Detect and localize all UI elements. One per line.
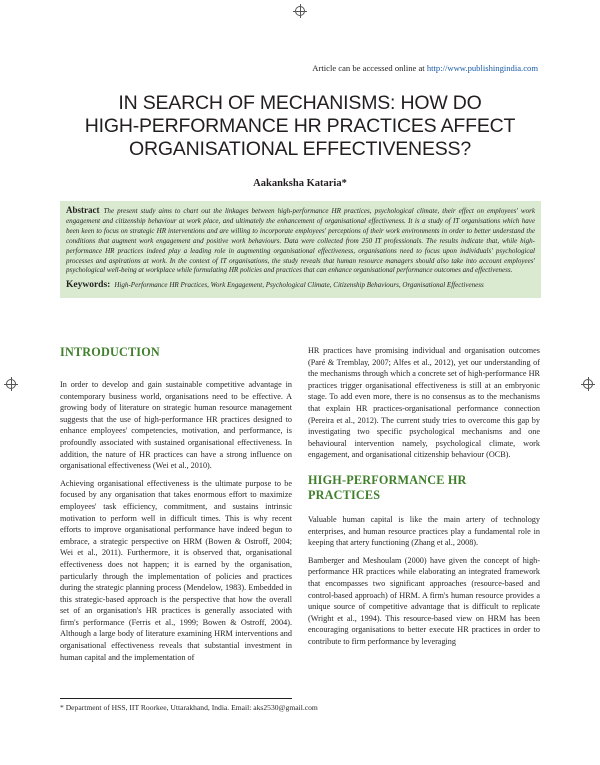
registration-mark-right (583, 379, 593, 389)
article-title (60, 92, 540, 161)
title-line-3: ORGANISATIONAL EFFECTIVENESS? (128, 138, 472, 160)
footnote-divider (60, 698, 292, 699)
author-name: Aakanksha Kataria* (253, 178, 347, 189)
title-line-2: HIGH-PERFORMANCE HR PRACTICES AFFECT (84, 115, 516, 137)
right-paragraph-3: Bamberger and Meshoulam (2000) have given the concept of high-performance HR practices while elaborating an integrated framework that encompasses two significant approaches (resource-based and control-based approach) of HRM. A firm's human resource provides a unique source of competitive advantage that is difficult to replicate (Wright et al., 1994). This resource-based view on HRM has been encouraging organisations to better execute HR practices in order to contribute to firm performance by leveraging (308, 555, 540, 646)
left-column (60, 345, 292, 669)
introduction-heading: INTRODUCTION (60, 345, 160, 359)
access-prefix: Article can be accessed online at (312, 63, 425, 73)
intro-paragraph-1: In order to develop and gain sustainable competitive advantage in contemporary business world, organisations need to be effective. A growing body of literature on strategic human resource management suggests that the use of high-performance HR practices designed to enhance employees' competencies, motivation, and performance, is profoundly associated with sustained organisational effectiveness. In addition, the nature of HR practices can have a strong influence on organisational effectiveness (Wei et al., 2010). (60, 380, 292, 471)
right-paragraph-2: Valuable human capital is like the main artery of technology enterprises, and human resource practices play a fundamental role in keeping that artery functioning (Zhang et al., 2008). (308, 514, 540, 548)
access-note (312, 63, 538, 73)
right-column (308, 345, 540, 653)
keywords (66, 281, 535, 291)
abstract-text: The present study aims to chart out the linkages between high-performance HR practices, psychological climate, their effect on employees' work engagement and citizenship behaviour at work place, and ultimately the enhancement of organisational effectiveness. It is a study of IT organisations which have been keen to focus on strategic HR interventions and are willing to incorporate employees' perceptions of their work environments in order to better understand the conditions that augment work engagement and positive work behaviours. Data were collected from 250 IT professionals. The results indicate that, while high-performance HR practices indeed play a leading role in augmenting organisational effectiveness, organisations need to focus upon individuals' psychological processes and aspirations at work. In the context of IT organisations, the study reveals that human resource managers should also take into account employees' psychological well-being at workplace while formulating HR policies and practices that can enhance organisational performance outcomes and effectiveness. (66, 207, 535, 275)
hp-hr-practices-heading (308, 473, 540, 503)
right-paragraph-1: HR practices have promising individual and organisation outcomes (Paré & Tremblay, 2007; Alfes et al., 2012), yet our understanding of the mechanisms through which a concrete set of high-performance HR practices trigger organisational effectiveness is still at an embryonic stage. To add even more, there is no consensus as to the mechanisms that explain HR practices-organisational performance connection (Pereira et al., 2012). The current study tries to overcome this gap by investigating two specific psychological mechanisms and one behavioural intervention namely, psychological climate, work engagement, and organisational citizenship behaviour (OCB). (308, 346, 540, 460)
abstract-label: Abstract (66, 205, 100, 215)
keywords-text: High-Performance HR Practices, Work Engagement, Psychological Climate, Citizenship Behaviours, Organisational Effectiveness (114, 281, 484, 290)
registration-mark-top (295, 6, 305, 16)
title-line-1: IN SEARCH OF MECHANISMS: HOW DO (118, 92, 482, 114)
footnote: * Department of HSS, IIT Roorkee, Uttarakhand, India. Email: aks2530@gmail.com (60, 703, 318, 712)
intro-paragraph-2: Achieving organisational effectiveness is the ultimate purpose to be focused by any organisation that takes enormous effort to maximize employees' task efficiency, commitment, and sustains intrinsic motivation to perform well in difficult times. This is why recent efforts to improve organisational performance have indeed begun to embrace, a strategic perspective on HRM (Bowen & Ostroff, 2004; Wei et al., 2011). Furthermore, it is observed that, organisational effectiveness does not happen; it is earned by the organisation, particularly through the implementation of policies and practices during the strategic planning process (Mendelow, 1983). Embedded in this strategic-based approach is the perspective that how the overall set of an organisation's HR practices is generally associated with firm's performance (Ferris et al., 1999; Bowen & Ostroff, 2004). Although a large body of literature examining HRM interventions and organisational effectiveness reveals that substantial investment in human capital and the implementation of (60, 478, 292, 662)
registration-mark-left (6, 379, 16, 389)
hp-heading-line-2: PRACTICES (308, 487, 381, 502)
abstract (66, 206, 535, 276)
access-url-link[interactable]: http://www.publishingindia.com (426, 63, 538, 73)
keywords-label: Keywords: (66, 280, 111, 291)
hp-heading-line-1: HIGH-PERFORMANCE HR (308, 472, 467, 487)
abstract-box (60, 201, 541, 298)
